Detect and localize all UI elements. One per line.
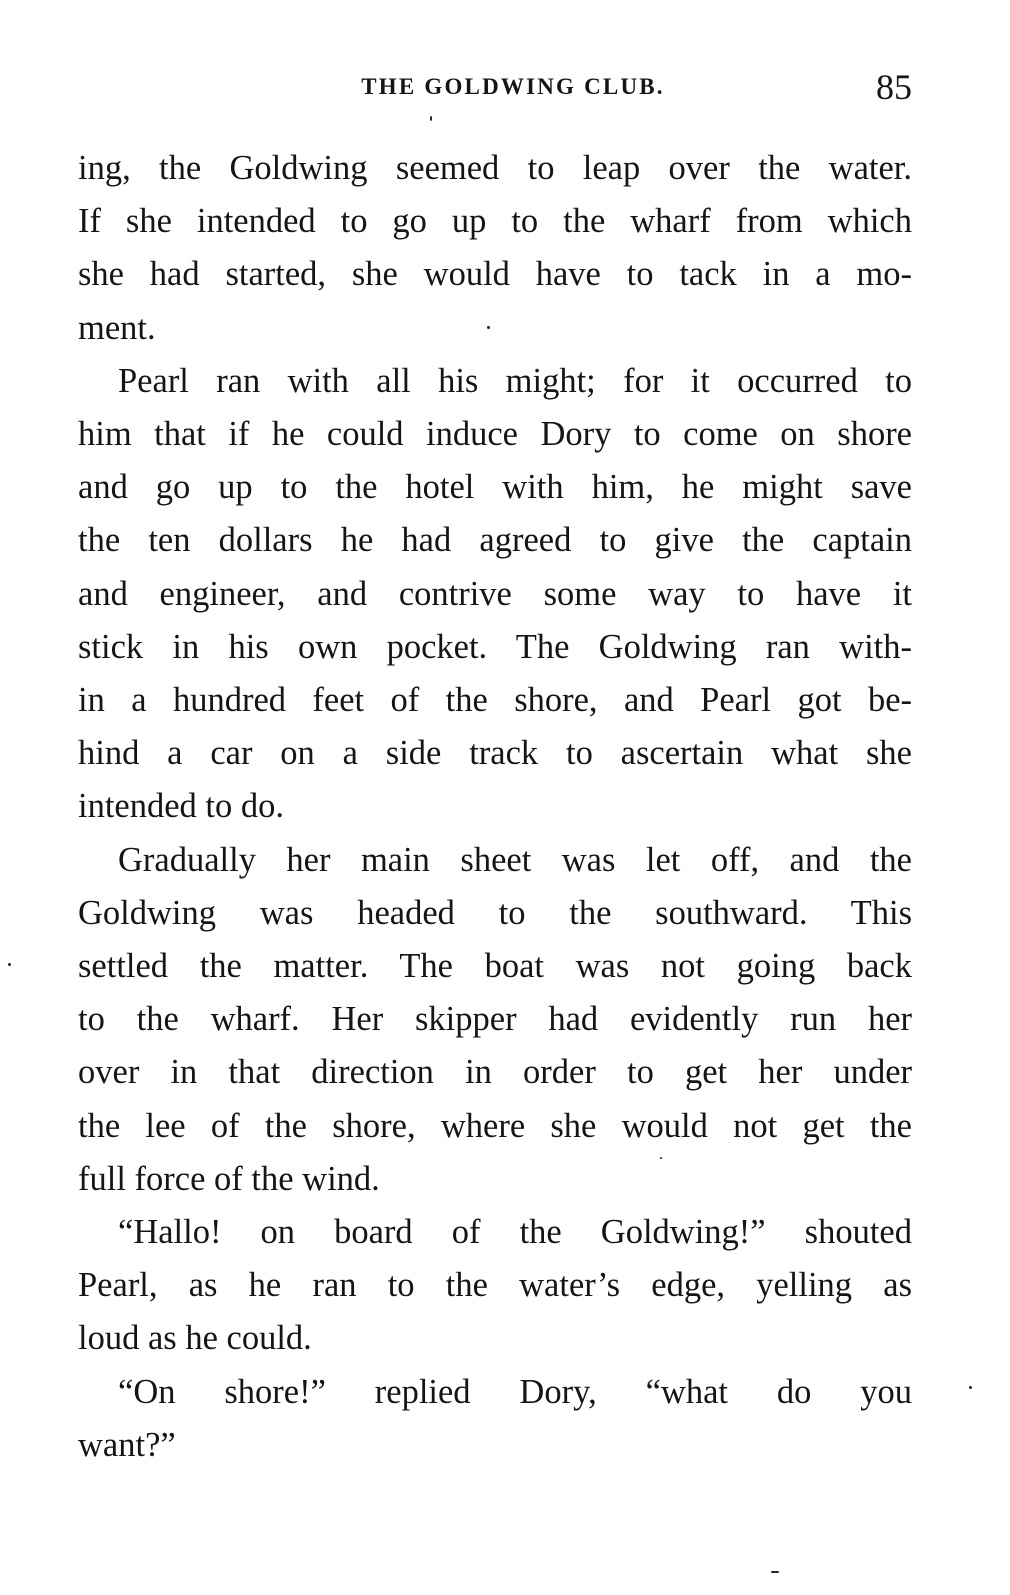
text-line: ment. (78, 308, 156, 347)
text-line: settled the matter. The boat was not going back (78, 947, 912, 986)
paragraph (78, 1366, 912, 1472)
text-line: want?” (78, 1425, 176, 1464)
text-line: loud as he could. (78, 1319, 312, 1358)
text-line: over in that direction in order to get her under (78, 1053, 912, 1092)
paragraph (78, 834, 912, 1206)
text-line: Pearl ran with all his might; for it occurred to (118, 361, 912, 400)
print-speck (969, 1386, 972, 1389)
text-line: him that if he could induce Dory to come on shore (78, 415, 912, 454)
text-line: she had started, she would have to tack in a mo- (78, 255, 912, 294)
print-speck (771, 1571, 779, 1573)
text-line: the lee of the shore, where she would not get the (78, 1106, 912, 1145)
print-speck (487, 326, 490, 329)
running-head (78, 66, 912, 106)
text-line: full force of the wind. (78, 1159, 380, 1198)
paragraph (78, 355, 912, 834)
text-line: ing, the Goldwing seemed to leap over the water. (78, 149, 912, 187)
text-line: Gradually her main sheet was let off, and the (118, 840, 912, 879)
text-line: to the wharf. Her skipper had evidently run her (78, 1000, 912, 1039)
text-line: the ten dollars he had agreed to give the captain (78, 521, 912, 560)
text-line: “Hallo! on board of the Goldwing!” shouted (118, 1213, 912, 1252)
print-speck (660, 1157, 662, 1159)
paragraph (78, 142, 912, 355)
text-line: in a hundred feet of the shore, and Pearl got be- (78, 681, 912, 720)
text-line: Goldwing was headed to the southward. This (78, 893, 912, 932)
text-line: hind a car on a side track to ascertain what she (78, 734, 912, 773)
text-line: stick in his own pocket. The Goldwing ran with- (78, 627, 912, 666)
paragraph (78, 1206, 912, 1366)
text-line: and go up to the hotel with him, he might save (78, 468, 912, 507)
text-line: “On shore!” replied Dory, “what do you (118, 1372, 912, 1411)
print-speck (8, 963, 11, 966)
text-line: If she intended to go up to the wharf from which (78, 202, 912, 241)
running-title: THE GOLDWING CLUB. (361, 74, 665, 99)
text-line: and engineer, and contrive some way to have it (78, 574, 912, 613)
print-speck (430, 116, 432, 121)
text-line: Pearl, as he ran to the water’s edge, yelling as (78, 1266, 912, 1305)
page-number: 85 (876, 67, 912, 107)
text-line: intended to do. (78, 787, 285, 826)
body-text (78, 142, 912, 1472)
